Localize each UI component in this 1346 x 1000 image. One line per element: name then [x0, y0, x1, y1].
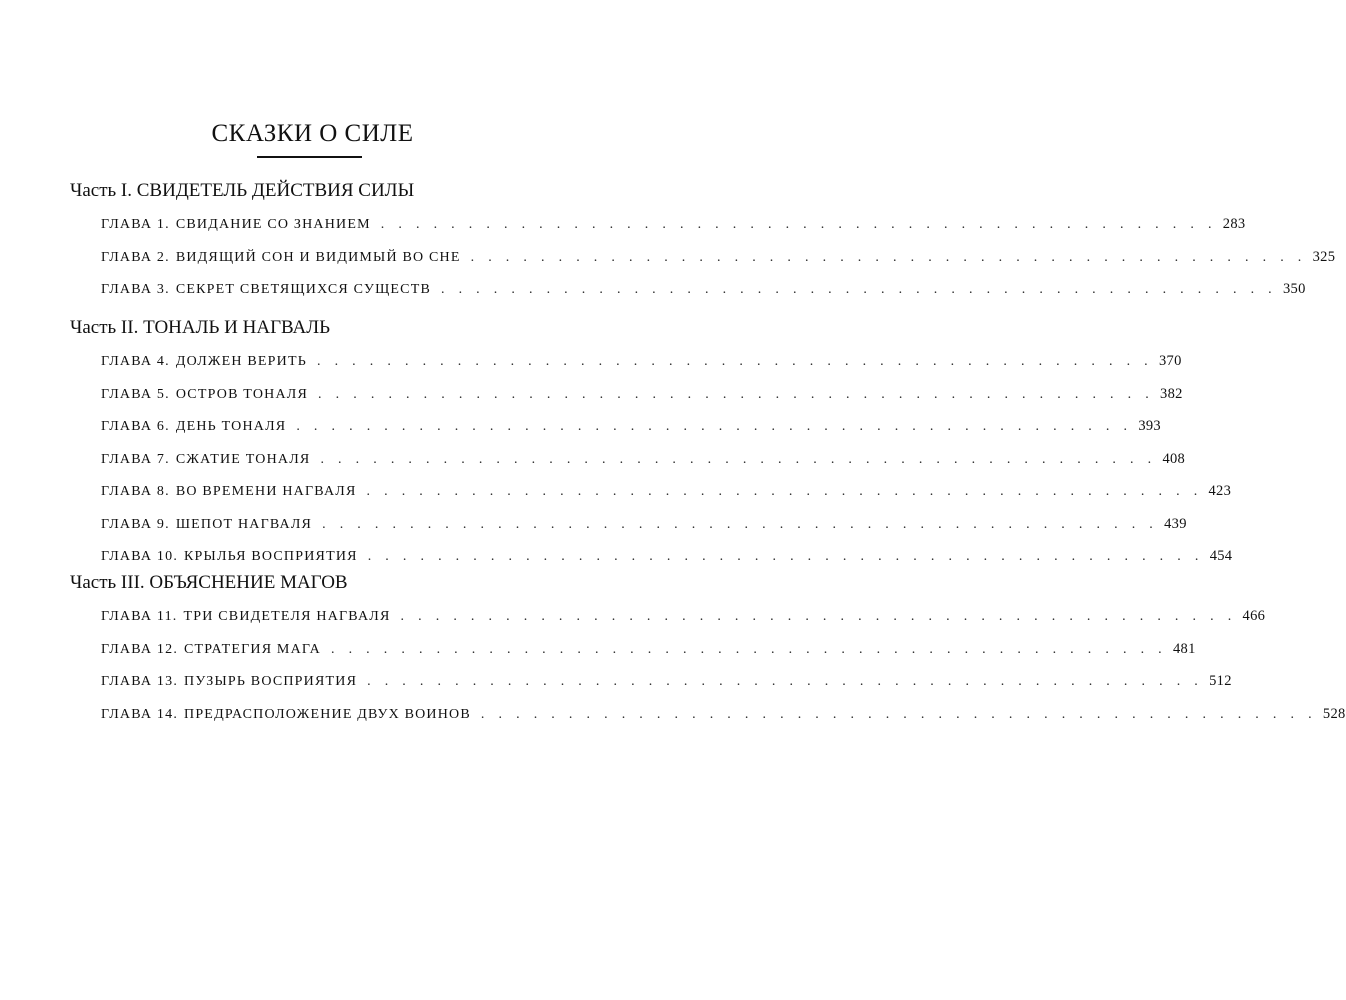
chapter-number: ГЛАВА 11. — [101, 609, 178, 624]
chapter-title: ПУЗЫРЬ ВОСПРИЯТИЯ — [184, 674, 358, 689]
part-heading: Часть III. ОБЪЯСНЕНИЕ МАГОВ — [70, 572, 348, 593]
chapter-number: ГЛАВА 1. — [101, 217, 170, 232]
chapter-title: ТРИ СВИДЕТЕЛЯ НАГВАЛЯ — [183, 609, 391, 624]
dot-leader: . . . . . . . . . . . . . . . . . . . . . . . . . . . . . . . . . . . . . . . . . . . . . . . . — [320, 451, 1157, 467]
page-number: 466 — [1242, 608, 1266, 624]
page-number: 481 — [1172, 640, 1196, 657]
chapter-number: ГЛАВА 7. — [101, 451, 170, 467]
toc-entry[interactable] — [101, 353, 1182, 373]
chapter-title: ШЕПОТ НАГВАЛЯ — [175, 516, 313, 532]
dot-leader: . . . . . . . . . . . . . . . . . . . . . . . . . . . . . . . . . . . . . . . . . . . . . . . . — [367, 549, 1204, 564]
chapter-number: ГЛАВА 13. — [101, 674, 179, 689]
toc-title: СКАЗКИ О СИЛЕ — [211, 120, 414, 147]
chapter-title: ВИДЯЩИЙ СОН И ВИДИМЫЙ ВО СНЕ — [175, 249, 461, 265]
chapter-number: ГЛАВА 9. — [101, 516, 170, 532]
title-underline — [257, 156, 362, 158]
page-number: 528 — [1322, 705, 1346, 722]
chapter-number: ГЛАВА 10. — [101, 549, 179, 564]
toc-entry[interactable] — [101, 515, 1187, 536]
page-number: 382 — [1160, 385, 1183, 402]
toc-entry[interactable] — [101, 608, 1266, 628]
toc-entry[interactable] — [101, 418, 1161, 438]
chapter-number: ГЛАВА 6. — [101, 419, 170, 434]
chapter-title: СЖАТИЕ ТОНАЛЯ — [175, 451, 311, 467]
toc-entry[interactable] — [101, 385, 1183, 406]
dot-leader: . . . . . . . . . . . . . . . . . . . . . . . . . . . . . . . . . . . . . . . . . . . . . . . . — [367, 674, 1204, 689]
toc-entry[interactable] — [101, 673, 1232, 693]
chapter-number: ГЛАВА 8. — [101, 484, 170, 499]
dot-leader: . . . . . . . . . . . . . . . . . . . . . . . . . . . . . . . . . . . . . . . . . . . . . . . . — [470, 249, 1307, 265]
chapter-title: СВИДАНИЕ СО ЗНАНИЕМ — [175, 217, 371, 232]
dot-leader: . . . . . . . . . . . . . . . . . . . . . . . . . . . . . . . . . . . . . . . . . . . . . . . . — [440, 282, 1277, 297]
dot-leader: . . . . . . . . . . . . . . . . . . . . . . . . . . . . . . . . . . . . . . . . . . . . . . . . — [322, 516, 1159, 532]
chapter-title: ПРЕДРАСПОЛОЖЕНИЕ ДВУХ ВОИНОВ — [184, 706, 471, 722]
chapter-number: ГЛАВА 5. — [101, 386, 170, 402]
dot-leader: . . . . . . . . . . . . . . . . . . . . . . . . . . . . . . . . . . . . . . . . . . . . . . . . — [380, 217, 1217, 232]
toc-entry[interactable] — [101, 281, 1306, 301]
toc-entry[interactable] — [101, 248, 1336, 269]
page-number: 393 — [1138, 418, 1161, 434]
dot-leader: . . . . . . . . . . . . . . . . . . . . . . . . . . . . . . . . . . . . . . . . . . . . . . . . — [296, 419, 1133, 434]
dot-leader: . . . . . . . . . . . . . . . . . . . . . . . . . . . . . . . . . . . . . . . . . . . . . . . . — [480, 706, 1317, 722]
chapter-number: ГЛАВА 3. — [101, 282, 170, 297]
chapter-title: КРЫЛЬЯ ВОСПРИЯТИЯ — [184, 549, 358, 564]
chapter-title: СЕКРЕТ СВЕТЯЩИХСЯ СУЩЕСТВ — [175, 282, 431, 297]
chapter-title: ДЕНЬ ТОНАЛЯ — [175, 419, 287, 434]
page-number: 423 — [1208, 483, 1232, 499]
dot-leader: . . . . . . . . . . . . . . . . . . . . . . . . . . . . . . . . . . . . . . . . . . . . . . . . — [316, 354, 1153, 369]
dot-leader: . . . . . . . . . . . . . . . . . . . . . . . . . . . . . . . . . . . . . . . . . . . . . . . . — [318, 386, 1155, 402]
toc-entry[interactable] — [101, 216, 1246, 236]
page-number: 370 — [1158, 353, 1182, 369]
page-number: 283 — [1222, 216, 1246, 232]
toc-entry[interactable] — [101, 640, 1196, 661]
dot-leader: . . . . . . . . . . . . . . . . . . . . . . . . . . . . . . . . . . . . . . . . . . . . . . . . — [366, 484, 1203, 499]
chapter-number: ГЛАВА 12. — [101, 641, 179, 657]
toc-entry[interactable] — [101, 483, 1232, 503]
toc-entry[interactable] — [101, 548, 1233, 568]
page-number: 350 — [1282, 281, 1306, 297]
page-number: 439 — [1164, 515, 1187, 532]
chapter-title: ВО ВРЕМЕНИ НАГВАЛЯ — [175, 484, 357, 499]
toc-entry[interactable] — [101, 705, 1346, 726]
dot-leader: . . . . . . . . . . . . . . . . . . . . . . . . . . . . . . . . . . . . . . . . . . . . . . . . — [330, 641, 1167, 657]
dot-leader: . . . . . . . . . . . . . . . . . . . . . . . . . . . . . . . . . . . . . . . . . . . . . . . . — [400, 609, 1237, 624]
page-number: 408 — [1162, 450, 1186, 467]
chapter-number: ГЛАВА 4. — [101, 354, 170, 369]
chapter-number: ГЛАВА 14. — [101, 706, 179, 722]
chapter-number: ГЛАВА 2. — [101, 249, 170, 265]
part-heading: Часть I. СВИДЕТЕЛЬ ДЕЙСТВИЯ СИЛЫ — [70, 180, 415, 201]
page-number: 512 — [1209, 673, 1232, 689]
part-heading: Часть II. ТОНАЛЬ И НАГВАЛЬ — [70, 317, 331, 338]
toc-entry[interactable] — [101, 450, 1186, 471]
chapter-title: ОСТРОВ ТОНАЛЯ — [175, 386, 309, 402]
page-number: 325 — [1312, 248, 1336, 265]
chapter-title: ДОЛЖЕН ВЕРИТЬ — [175, 354, 307, 369]
page-number: 454 — [1209, 548, 1233, 564]
chapter-title: СТРАТЕГИЯ МАГА — [184, 641, 321, 657]
